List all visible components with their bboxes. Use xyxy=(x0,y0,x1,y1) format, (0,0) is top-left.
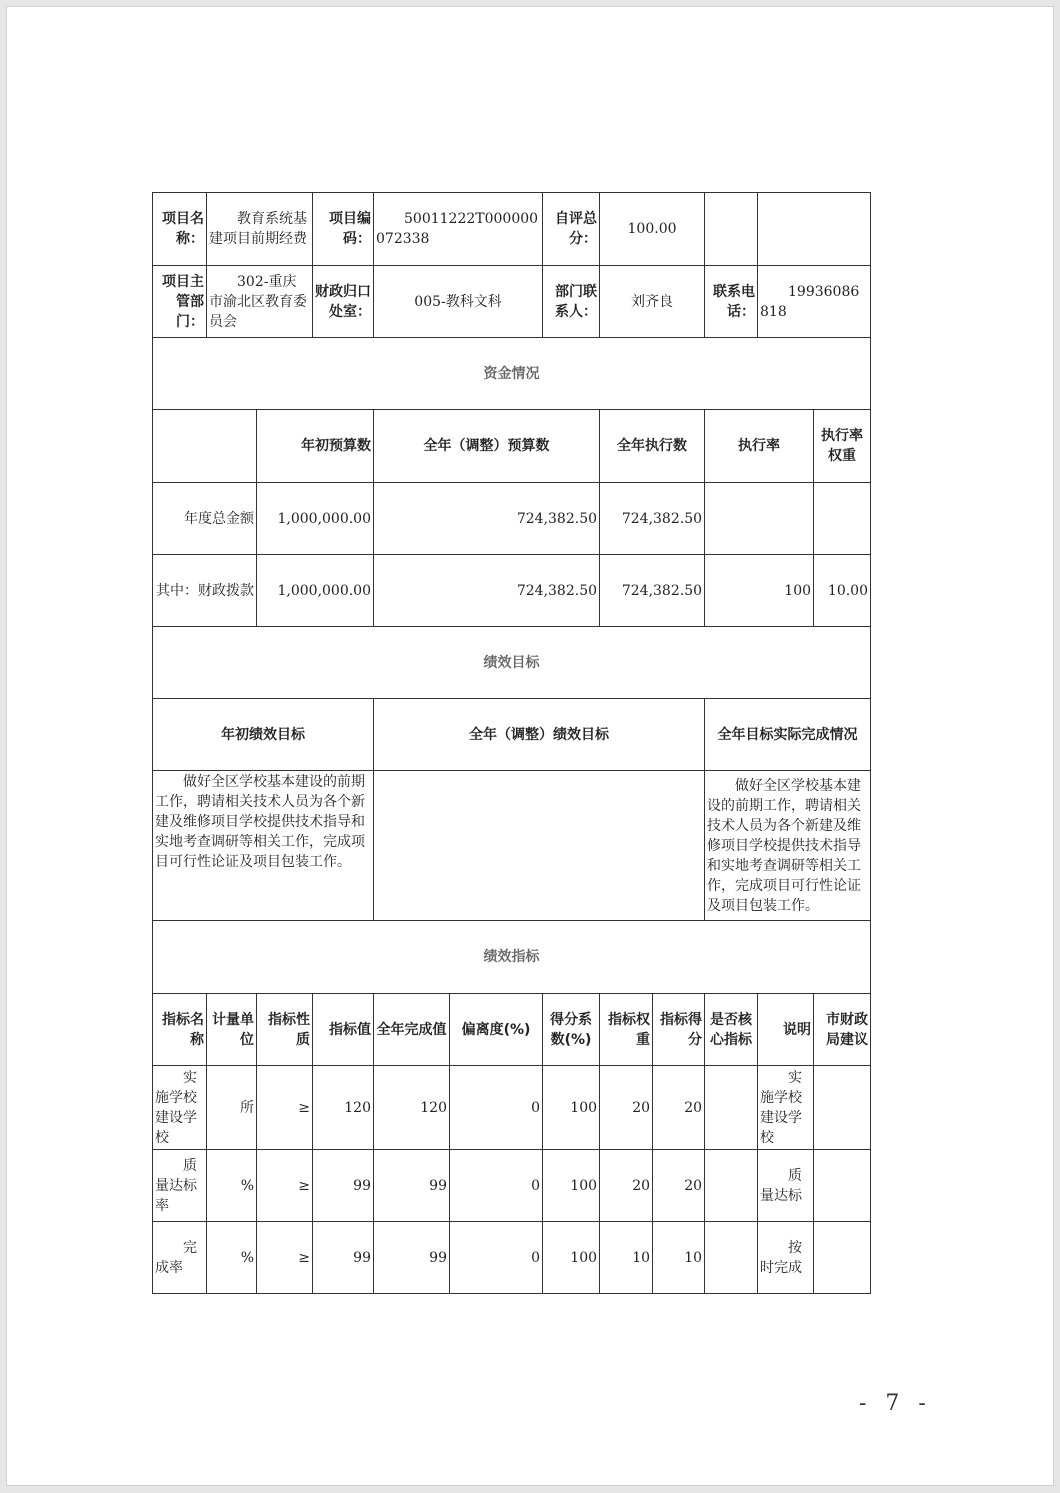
ind-header-coef: 得分系数(%) xyxy=(543,994,600,1066)
funds-weight-value: 10.00 xyxy=(814,555,871,627)
funds-executed-value: 724,382.50 xyxy=(600,555,705,627)
ind-header-core: 是否核心指标 xyxy=(705,994,758,1066)
ind-coef: 100 xyxy=(543,1150,600,1222)
funds-initial-value: 1,000,000.00 xyxy=(257,555,374,627)
goals-content-row xyxy=(153,771,871,921)
office-label: 财政归口处室： xyxy=(313,266,374,338)
goals-actual-text: 做好全区学校基本建设的前期工作，聘请相关技术人员为各个新建及维修项目学校提供技术指导和实地考查调研等相关工作，完成项目可行性论证及项目包装工作。 xyxy=(705,771,871,921)
ind-coef: 100 xyxy=(543,1222,600,1294)
funds-header-row xyxy=(153,410,871,483)
project-code-label: 项目编码： xyxy=(313,193,374,266)
funds-header-weight: 执行率权重 xyxy=(814,410,871,483)
phone-label: 联系电话： xyxy=(705,266,758,338)
ind-header-score: 指标得分 xyxy=(653,994,705,1066)
header-row-1 xyxy=(153,193,871,266)
funds-row-fiscal xyxy=(153,555,871,627)
ind-unit: % xyxy=(207,1150,257,1222)
ind-score: 10 xyxy=(653,1222,705,1294)
funds-initial-value: 1,000,000.00 xyxy=(257,483,374,555)
ind-target: 99 xyxy=(313,1150,374,1222)
ind-name: 质量达标率 xyxy=(153,1150,207,1222)
ind-header-target: 指标值 xyxy=(313,994,374,1066)
dept-label: 项目主管部门： xyxy=(153,266,207,338)
document-page xyxy=(6,6,1054,1486)
ind-deviation: 0 xyxy=(450,1222,543,1294)
ind-coef: 100 xyxy=(543,1066,600,1150)
ind-header-unit: 计量单位 xyxy=(207,994,257,1066)
ind-weight: 10 xyxy=(600,1222,653,1294)
goals-header-adjusted: 全年（调整）绩效目标 xyxy=(374,699,705,771)
funds-header-adjusted: 全年（调整）预算数 xyxy=(374,410,600,483)
goals-initial-text: 做好全区学校基本建设的前期工作，聘请相关技术人员为各个新建及维修项目学校提供技术指导和实地考查调研等相关工作，完成项目可行性论证及项目包装工作。 xyxy=(153,771,374,921)
page-number: - 7 - xyxy=(859,1391,932,1416)
ind-weight: 20 xyxy=(600,1150,653,1222)
ind-advice xyxy=(814,1066,871,1150)
funds-weight-value xyxy=(814,483,871,555)
ind-header-weight: 指标权重 xyxy=(600,994,653,1066)
ind-nature: ≥ xyxy=(257,1222,313,1294)
ind-advice xyxy=(814,1150,871,1222)
funds-header-rate: 执行率 xyxy=(705,410,814,483)
indicators-header-row xyxy=(153,994,871,1066)
ind-header-advice: 市财政局建议 xyxy=(814,994,871,1066)
ind-unit: 所 xyxy=(207,1066,257,1150)
ind-header-name: 指标名称 xyxy=(153,994,207,1066)
ind-deviation: 0 xyxy=(450,1066,543,1150)
contact-value: 刘齐良 xyxy=(600,266,705,338)
ind-header-nature: 指标性质 xyxy=(257,994,313,1066)
goals-header-row xyxy=(153,699,871,771)
funds-row-total xyxy=(153,483,871,555)
office-value: 005-教科文科 xyxy=(374,266,543,338)
table-row xyxy=(153,1222,871,1294)
ind-weight: 20 xyxy=(600,1066,653,1150)
empty-cell xyxy=(705,193,758,266)
ind-unit: % xyxy=(207,1222,257,1294)
goals-header-initial: 年初绩效目标 xyxy=(153,699,374,771)
ind-nature: ≥ xyxy=(257,1066,313,1150)
ind-header-actual: 全年完成值 xyxy=(374,994,450,1066)
dept-value: 302-重庆市渝北区教育委员会 xyxy=(207,266,313,338)
project-code-value: 50011222T000000072338 xyxy=(374,193,543,266)
ind-score: 20 xyxy=(653,1066,705,1150)
self-score-label: 自评总分： xyxy=(543,193,600,266)
funds-row-label: 其中：财政拨款 xyxy=(153,555,257,627)
goals-adjusted-text xyxy=(374,771,705,921)
ind-core xyxy=(705,1066,758,1150)
funds-rate-value xyxy=(705,483,814,555)
goals-section-title: 绩效目标 xyxy=(153,627,871,699)
ind-score: 20 xyxy=(653,1150,705,1222)
header-row-2 xyxy=(153,266,871,338)
ind-header-deviation: 偏离度(%) xyxy=(450,994,543,1066)
project-name-label: 项目名称： xyxy=(153,193,207,266)
ind-nature: ≥ xyxy=(257,1150,313,1222)
ind-note: 质量达标 xyxy=(758,1150,814,1222)
funds-executed-value: 724,382.50 xyxy=(600,483,705,555)
ind-core xyxy=(705,1150,758,1222)
empty-cell xyxy=(758,193,871,266)
ind-actual: 99 xyxy=(374,1222,450,1294)
phone-value: 19936086818 xyxy=(758,266,871,338)
ind-name: 完成率 xyxy=(153,1222,207,1294)
ind-actual: 99 xyxy=(374,1150,450,1222)
ind-core xyxy=(705,1222,758,1294)
ind-actual: 120 xyxy=(374,1066,450,1150)
indicators-section-title: 绩效指标 xyxy=(153,921,871,994)
contact-label: 部门联系人： xyxy=(543,266,600,338)
self-score-value: 100.00 xyxy=(600,193,705,266)
funds-section-title: 资金情况 xyxy=(153,338,871,410)
project-name-value: 教育系统基建项目前期经费 xyxy=(207,193,313,266)
goals-header-actual: 全年目标实际完成情况 xyxy=(705,699,871,771)
table-row xyxy=(153,1150,871,1222)
ind-note: 按时完成 xyxy=(758,1222,814,1294)
funds-adjusted-value: 724,382.50 xyxy=(374,555,600,627)
ind-target: 99 xyxy=(313,1222,374,1294)
funds-adjusted-value: 724,382.50 xyxy=(374,483,600,555)
ind-header-note: 说明 xyxy=(758,994,814,1066)
ind-deviation: 0 xyxy=(450,1150,543,1222)
ind-note: 实施学校建设学校 xyxy=(758,1066,814,1150)
performance-report-table xyxy=(152,192,871,1294)
ind-target: 120 xyxy=(313,1066,374,1150)
ind-name: 实施学校建设学校 xyxy=(153,1066,207,1150)
table-row xyxy=(153,1066,871,1150)
funds-header-initial: 年初预算数 xyxy=(257,410,374,483)
ind-advice xyxy=(814,1222,871,1294)
funds-rate-value: 100 xyxy=(705,555,814,627)
funds-row-label: 年度总金额 xyxy=(153,483,257,555)
empty-cell xyxy=(153,410,257,483)
funds-header-executed: 全年执行数 xyxy=(600,410,705,483)
